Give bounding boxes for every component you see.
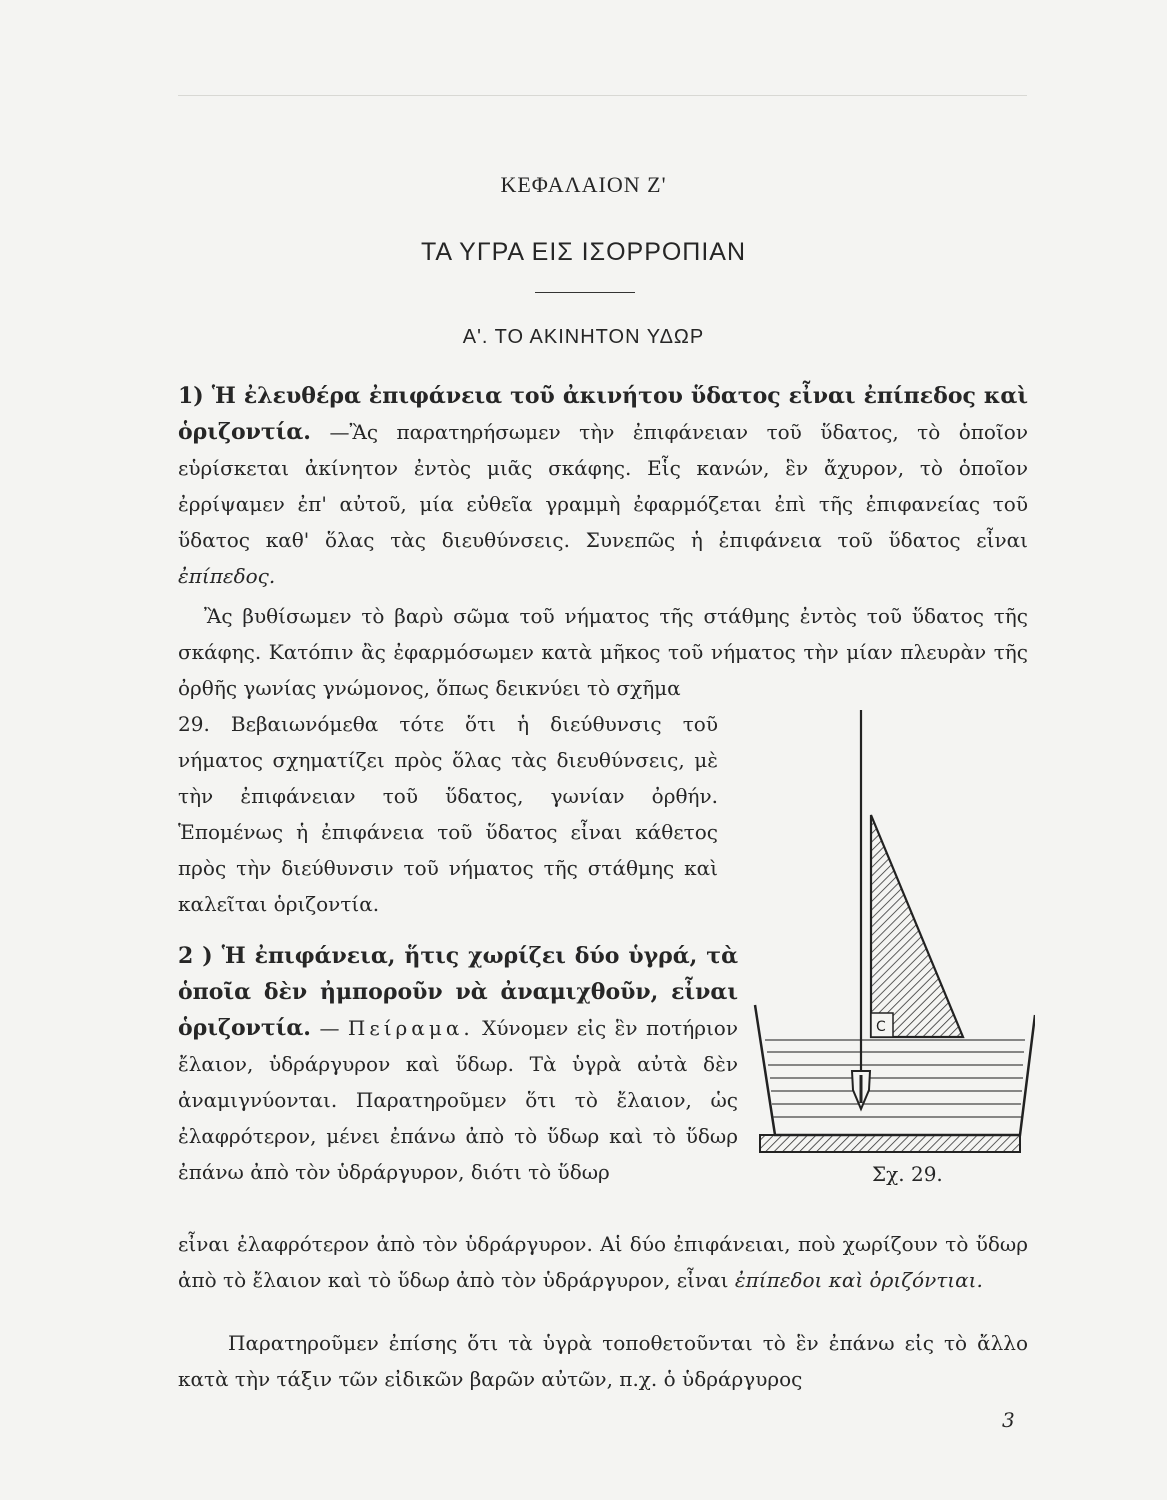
section-2-dash: — bbox=[319, 1016, 348, 1040]
section-2-body-continued: εἶναι ἐλαφρότερον ἀπὸ τὸν ὑδράργυρον. Αἱ δύο ἐπιφάνειαι, ποὺ χωρίζουν τὸ ὕδωρ ἀπὸ τὸ ἔλαιον καὶ τὸ ὕδωρ ἀπὸ τὸν ὑδράργυρον, εἶναι bbox=[178, 1232, 1028, 1292]
experiment-label: Πείραμα. bbox=[347, 1016, 474, 1040]
section-1-body: —Ἂς παρατηρήσωμεν τὴν ἐπιφάνειαν τοῦ ὕδατος, τὸ ὁποῖον εὑρίσκεται ἀκίνητον ἐντὸς μιᾶς σκάφης. Εἷς κανών, ἓν ἄχυρον, τὸ ὁποῖον ἐρρίψαμεν ἐπ' αὐτοῦ, μία εὐθεῖα γραμμὴ ἐφαρμόζεται ἐπὶ τῆς ἐπιφανείας τοῦ ὕδατος καθ' ὅλας τὰς διευθύνσεις. Συνεπῶς ἡ ἐπιφάνεια τοῦ ὕδατος εἶναι bbox=[178, 420, 1028, 552]
section-2-paragraph bbox=[178, 938, 738, 1190]
title-divider bbox=[535, 292, 635, 293]
section-1-heading: 1) Ἡ ἐλευθέρα ἐπιφάνεια τοῦ ἀκινήτου ὕδατος εἶναι ἐπίπεδος καὶ ὁριζοντία. bbox=[178, 383, 1028, 445]
figure-caption: Σχ. 29. bbox=[872, 1162, 943, 1186]
section-2-emphasis: ἐπίπεδοι καὶ ὁριζόντιαι. bbox=[734, 1268, 983, 1292]
base-plate bbox=[760, 1135, 1020, 1152]
section-1-paragraph-2: Ἂς βυθίσωμεν τὸ βαρὺ σῶμα τοῦ νήματος τῆς στάθμης ἐντὸς τοῦ ὕδατος τῆς σκάφης. Κατόπιν ἂς ἐφαρμόσωμεν κατὰ μῆκος τοῦ νήματος τὴν μίαν πλευρὰν τῆς ὀρθῆς γωνίας γνώμονος, ὅπως δεικνύει τὸ σχῆμα bbox=[178, 604, 1028, 700]
chapter-heading: ΚΕΦΑΛΑΙΟΝ Ζ' bbox=[500, 172, 667, 197]
closing-paragraph: Παρατηροῦμεν ἐπίσης ὅτι τὰ ὑγρὰ τοποθετοῦνται τὸ ἓν ἐπάνω εἰς τὸ ἄλλο κατὰ τὴν τάξιν τῶν εἰδικῶν βαρῶν αὐτῶν, π.χ. ὁ ὑδράργυρος bbox=[178, 1331, 1028, 1391]
section-subtitle: Α'. ΤΟ ΑΚΙΝΗΤΟΝ ΥΔΩΡ bbox=[462, 326, 705, 348]
section-1-paragraph-2-continued: 29. Βεβαιωνόμεθα τότε ὅτι ἡ διεύθυνσις τοῦ νήματος σχηματίζει πρὸς ὅλας τὰς διευθύνσεις, μὲ τὴν ἐπιφάνειαν τοῦ ὕδατος, γωνίαν ὀρθήν. Ἑπομένως ἡ ἐπιφάνεια τοῦ ὕδατος εἶναι κάθετος πρὸς τὴν διεύθυνσιν τοῦ νήματος τῆς στάθμης καὶ καλεῖται ὁριζοντία. bbox=[178, 712, 718, 916]
running-head-rule bbox=[178, 95, 1027, 96]
set-square bbox=[871, 815, 963, 1037]
section-2-body: Χύνομεν εἰς ἓν ποτήριον ἔλαιον, ὑδράργυρον καὶ ὕδωρ. Τὰ ὑγρὰ αὐτὰ δὲν ἀναμιγνύονται. Παρατηροῦμεν ὅτι τὸ ἔλαιον, ὡς ἐλαφρότερον, μένει ἐπάνω ἀπὸ τὸ ὕδωρ καὶ τὸ ὕδωρ ἐπάνω ἀπὸ τὸν ὑδράργυρον, διότι τὸ ὕδωρ bbox=[178, 1016, 738, 1184]
page-number: 3 bbox=[1002, 1408, 1015, 1432]
figure-29-plumb-line-vessel bbox=[745, 705, 1035, 1175]
figure-label: C bbox=[876, 1019, 886, 1035]
section-2-heading: 2 ) Ἡ ἐπιφάνεια, ἥτις χωρίζει δύο ὑγρά, τὰ ὁποῖα δὲν ἠμποροῦν νὰ ἀναμιχθοῦν, εἶναι ὁριζοντία. bbox=[178, 943, 738, 1041]
water-lines bbox=[765, 1040, 1025, 1117]
section-1-paragraph bbox=[178, 378, 1028, 594]
section-2-paragraph-continued bbox=[178, 1226, 1028, 1298]
section-1-emphasis: ἐπίπεδος. bbox=[178, 564, 276, 588]
page-title: ΤΑ ΥΓΡΑ ΕΙΣ ΙΣΟΡΡΟΠΙΑΝ bbox=[420, 238, 747, 266]
